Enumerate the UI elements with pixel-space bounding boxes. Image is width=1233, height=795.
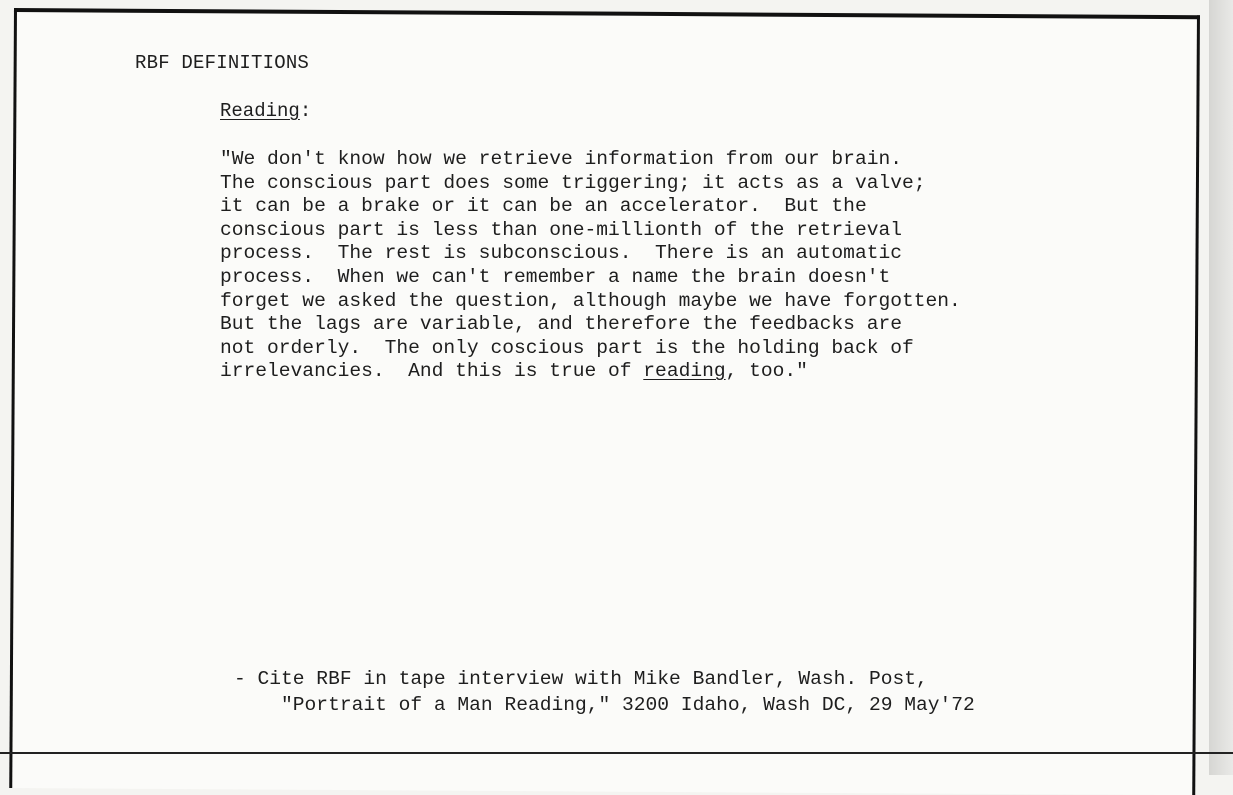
quote-line: process. The rest is subconscious. There is an automatic: [220, 242, 902, 265]
section-heading-text: Reading: [220, 100, 300, 122]
document-title: RBF DEFINITIONS: [135, 52, 310, 74]
quote-last-line: [220, 360, 1100, 384]
citation-block: [234, 666, 975, 718]
section-heading-colon: :: [299, 100, 312, 122]
page-edge-strip: [1209, 0, 1233, 775]
section-heading: [220, 100, 311, 122]
underlined-word: reading: [643, 360, 726, 383]
quote-line: The conscious part does some triggering; it acts as a valve;: [220, 171, 926, 194]
quote-line: conscious part is less than one-millionth of the retrieval: [220, 218, 902, 241]
citation-line: - Cite RBF in tape interview with Mike Bandler, Wash. Post,: [234, 668, 928, 690]
quote-block: [220, 148, 1100, 384]
quote-last-line-suffix: , too.": [725, 360, 808, 383]
bottom-border-rule: [0, 752, 1233, 754]
quote-line: forget we asked the question, although maybe we have forgotten.: [220, 289, 961, 312]
citation-line: "Portrait of a Man Reading," 3200 Idaho, Wash DC, 29 May'72: [234, 694, 975, 716]
quote-line: process. When we can't remember a name the brain doesn't: [220, 265, 891, 288]
quote-last-line-prefix: irrelevancies. And this is true of: [220, 360, 644, 383]
quote-line: it can be a brake or it can be an accelerator. But the: [220, 195, 867, 218]
quote-line: not orderly. The only coscious part is the holding back of: [220, 336, 914, 359]
quote-line: "We don't know how we retrieve information from our brain.: [220, 148, 902, 170]
quote-line: But the lags are variable, and therefore the feedbacks are: [220, 313, 902, 336]
